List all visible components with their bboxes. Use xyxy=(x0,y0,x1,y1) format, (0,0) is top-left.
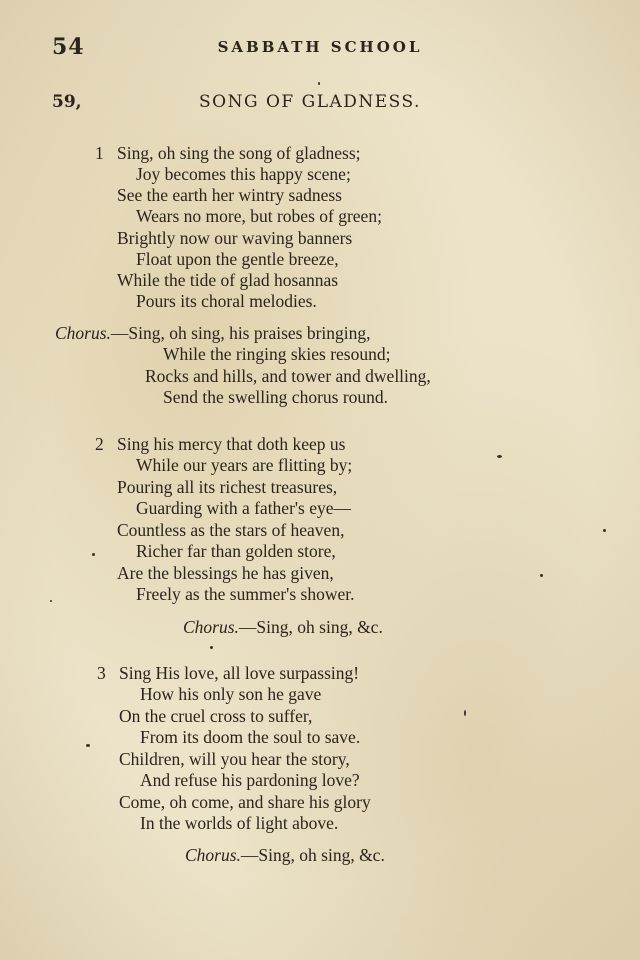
verse-line: Pours its choral melodies. xyxy=(136,291,317,311)
chorus-label: Chorus. xyxy=(55,323,111,343)
verse-number: 1 xyxy=(95,143,104,163)
verse-line: While our years are flitting by; xyxy=(136,455,353,475)
paper-speck xyxy=(318,82,320,85)
verse-line: Guarding with a father's eye— xyxy=(136,498,352,518)
verse-line: Come, oh come, and share his glory xyxy=(119,792,371,812)
song-title: SONG OF GLADNESS. xyxy=(199,92,421,112)
verse-line: Sing, oh sing the song of gladness; xyxy=(117,143,361,163)
paper-speck xyxy=(497,455,502,458)
chorus-reference: Chorus.—Sing, oh sing, &c. xyxy=(185,845,385,865)
verse-line: On the cruel cross to suffer, xyxy=(119,706,313,726)
chorus-label: Chorus. xyxy=(183,617,239,637)
verse-line: Richer far than golden store, xyxy=(136,541,336,561)
verse-number: 2 xyxy=(95,434,104,454)
chorus-reference: Chorus.—Sing, oh sing, &c. xyxy=(183,617,383,637)
verse-line: See the earth her wintry sadness xyxy=(117,185,342,205)
paper-speck xyxy=(603,529,606,532)
verse-line: In the worlds of light above. xyxy=(140,813,339,833)
verse-line: Are the blessings he has given, xyxy=(117,563,334,583)
verse-line: And refuse his pardoning love? xyxy=(140,770,360,790)
verse-number: 3 xyxy=(97,663,106,683)
page-header xyxy=(0,34,640,64)
chorus-line: While the ringing skies resound; xyxy=(163,344,391,364)
paper-speck xyxy=(50,600,52,602)
hymn-number: 59, xyxy=(52,92,82,112)
chorus-label: Chorus. xyxy=(185,845,241,865)
running-head: SABBATH SCHOOL xyxy=(217,38,423,56)
paper-speck xyxy=(540,574,543,577)
page-number: 54 xyxy=(52,34,85,60)
paper-speck xyxy=(92,553,95,556)
chorus-line: Rocks and hills, and tower and dwelling, xyxy=(145,366,431,386)
paper-speck xyxy=(464,710,466,716)
verse-line: Children, will you hear the story, xyxy=(119,749,350,769)
verse-line: Pouring all its richest treasures, xyxy=(117,477,338,497)
paper-speck xyxy=(210,646,213,649)
verse-line: From its doom the soul to save. xyxy=(140,727,361,747)
verse-line: Sing his mercy that doth keep us xyxy=(117,434,346,454)
verse-line: While the tide of glad hosannas xyxy=(117,270,339,290)
paper-speck xyxy=(86,744,90,747)
verse-line: Wears no more, but robes of green; xyxy=(136,206,382,226)
verse-line: Sing His love, all love surpassing! xyxy=(119,663,360,683)
verse-line: Freely as the summer's shower. xyxy=(136,584,355,604)
verse-line: Countless as the stars of heaven, xyxy=(117,520,345,540)
verse-line: How his only son he gave xyxy=(140,684,322,704)
verse-line: Brightly now our waving banners xyxy=(117,228,353,248)
verse-line: Float upon the gentle breeze, xyxy=(136,249,339,269)
chorus-first-line: Chorus.—Sing, oh sing, his praises bringing, xyxy=(55,323,371,343)
chorus-line: Send the swelling chorus round. xyxy=(163,387,389,407)
verse-line: Joy becomes this happy scene; xyxy=(136,164,351,184)
